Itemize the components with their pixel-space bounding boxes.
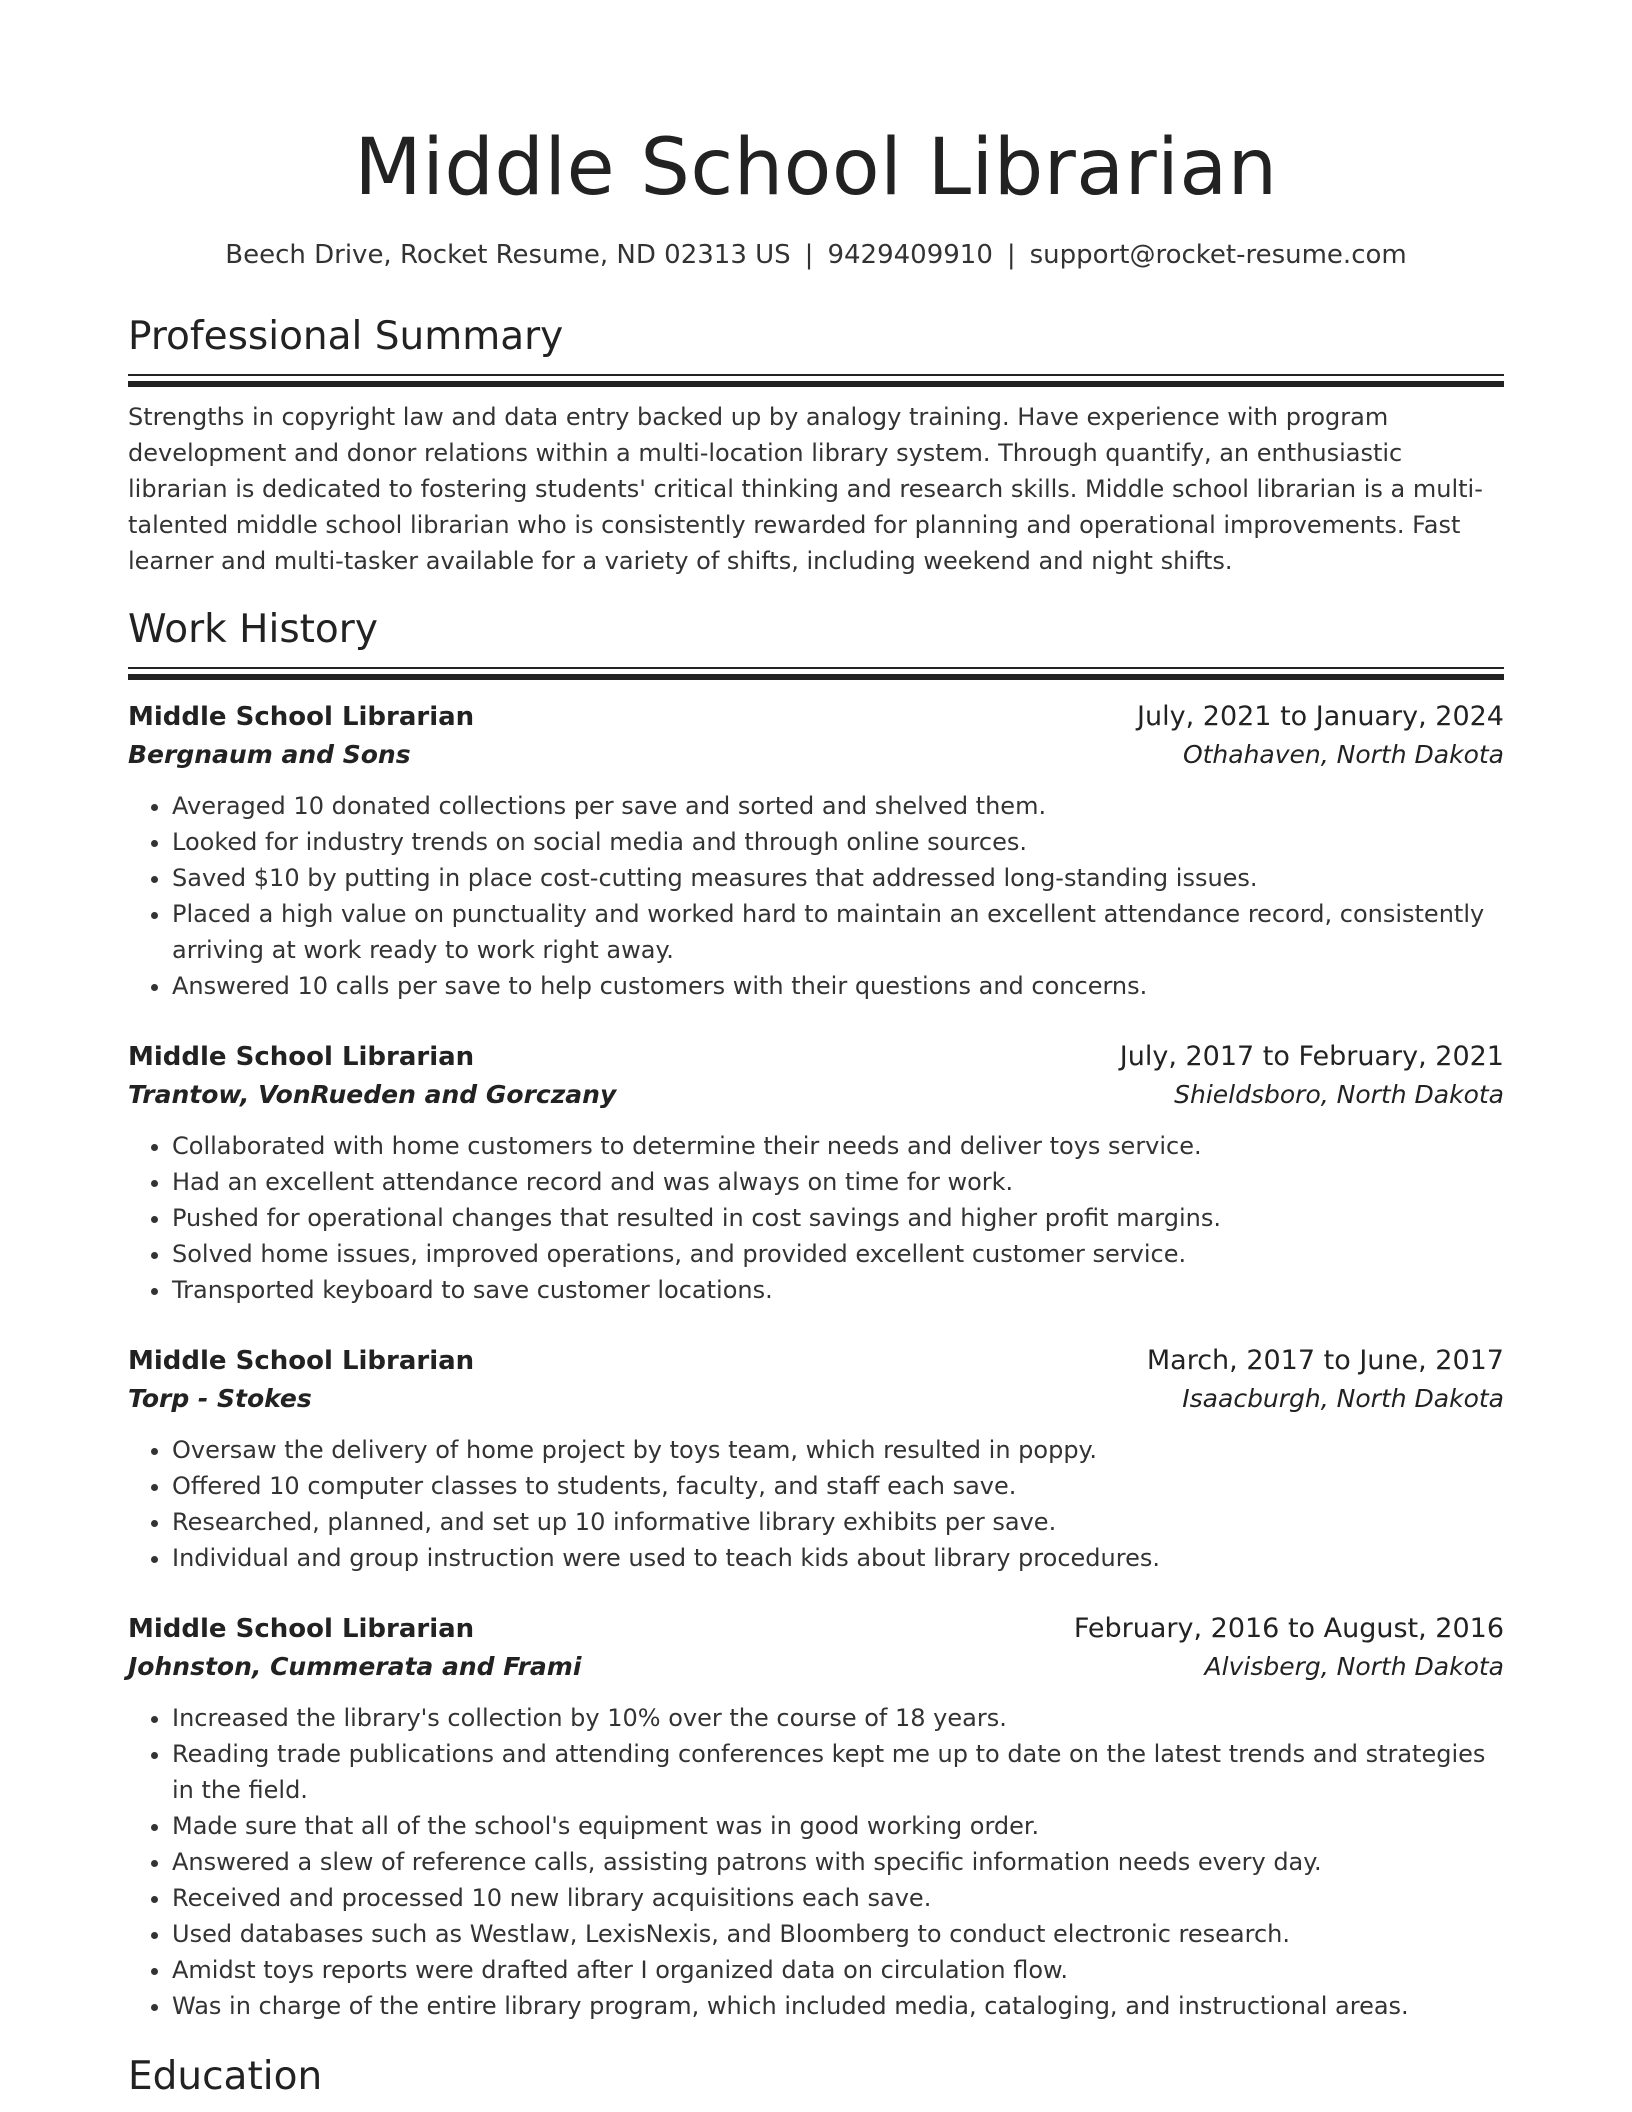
section-rule-thick	[128, 674, 1504, 680]
job-entry	[128, 698, 1504, 1004]
job-title: Middle School Librarian	[128, 1346, 475, 1376]
job-bullet: • Averaged 10 donated collections per save and sorted and shelved them.	[172, 788, 1504, 824]
job-company-row	[128, 736, 1504, 774]
job-dates: March, 2017 to June, 2017	[1146, 1345, 1504, 1376]
job-entry	[128, 1610, 1504, 2024]
job-header-row	[128, 1610, 1504, 1648]
job-bullet: • Individual and group instruction were used to teach kids about library procedures.	[172, 1540, 1504, 1576]
job-location: Shieldsboro, North Dakota	[1174, 1080, 1504, 1109]
job-bullet: • Was in charge of the entire library program, which included media, cataloging, and instructional areas.	[172, 1988, 1504, 2024]
job-bullet: • Researched, planned, and set up 10 informative library exhibits per save.	[172, 1504, 1504, 1540]
job-title: Middle School Librarian	[128, 1042, 475, 1072]
section-title-summary: Professional Summary	[128, 314, 564, 359]
job-bullet: • Transported keyboard to save customer locations.	[172, 1272, 1504, 1308]
job-bullets	[128, 1700, 1504, 2024]
job-entry	[128, 1342, 1504, 1576]
job-bullet: • Had an excellent attendance record and was always on time for work.	[172, 1164, 1504, 1200]
job-bullet: • Offered 10 computer classes to students, faculty, and staff each save.	[172, 1468, 1504, 1504]
job-company: Trantow, VonRueden and Gorczany	[128, 1080, 617, 1109]
job-bullet: • Answered 10 calls per save to help customers with their questions and concerns.	[172, 968, 1504, 1004]
section-rule-thin	[128, 374, 1504, 376]
job-bullet: • Collaborated with home customers to determine their needs and deliver toys service.	[172, 1128, 1504, 1164]
job-bullets	[128, 1432, 1504, 1576]
contact-address: Beech Drive, Rocket Resume, ND 02313 US	[225, 240, 791, 270]
job-bullet: • Reading trade publications and attending conferences kept me up to date on the latest trends and strategies in the field.	[172, 1736, 1504, 1808]
job-bullet: • Looked for industry trends on social media and through online sources.	[172, 824, 1504, 860]
job-bullet: • Pushed for operational changes that resulted in cost savings and higher profit margins.	[172, 1200, 1504, 1236]
job-bullet: • Received and processed 10 new library acquisitions each save.	[172, 1880, 1504, 1916]
job-bullet: • Oversaw the delivery of home project by toys team, which resulted in poppy.	[172, 1432, 1504, 1468]
job-company-row	[128, 1648, 1504, 1686]
education-section	[128, 2052, 1504, 2102]
job-company-row	[128, 1076, 1504, 1114]
contact-separator: |	[804, 240, 814, 270]
job-bullet: • Answered a slew of reference calls, assisting patrons with specific information needs every day.	[172, 1844, 1504, 1880]
job-bullet: • Increased the library's collection by 10% over the course of 18 years.	[172, 1700, 1504, 1736]
work-history-section	[128, 605, 1504, 2024]
contact-separator: |	[1006, 240, 1016, 270]
job-title: Middle School Librarian	[128, 1614, 475, 1644]
job-location: Othahaven, North Dakota	[1182, 740, 1504, 769]
job-location: Isaacburgh, North Dakota	[1182, 1384, 1504, 1413]
job-dates: July, 2021 to January, 2024	[1137, 701, 1504, 732]
professional-summary-section	[128, 312, 1504, 579]
job-header-row	[128, 1342, 1504, 1380]
contact-phone: 9429409910	[827, 240, 993, 270]
job-company: Johnston, Cummerata and Frami	[128, 1652, 582, 1681]
job-bullet: • Used databases such as Westlaw, LexisNexis, and Bloomberg to conduct electronic research.	[172, 1916, 1504, 1952]
job-bullets	[128, 788, 1504, 1004]
job-bullet: • Saved $10 by putting in place cost-cutting measures that addressed long-standing issues.	[172, 860, 1504, 896]
summary-text: Strengths in copyright law and data entry backed up by analogy training. Have experience with program development and donor relations within a multi-location library system. Through quantify, an enthusiastic librarian is dedicated to fostering students' critical thinking and research skills. Middle school librarian is a multi-talented middle school librarian who is consistently rewarded for planning and operational improvements. Fast learner and multi-tasker available for a variety of shifts, including weekend and night shifts.	[128, 403, 1483, 575]
job-bullet: • Made sure that all of the school's equipment was in good working order.	[172, 1808, 1504, 1844]
contact-email: support@rocket-resume.com	[1029, 240, 1407, 270]
section-title-work-history: Work History	[128, 607, 378, 652]
job-company-row	[128, 1380, 1504, 1418]
job-location: Alvisberg, North Dakota	[1204, 1652, 1504, 1681]
job-title: Middle School Librarian	[128, 702, 475, 732]
job-entry	[128, 1038, 1504, 1308]
job-bullets	[128, 1128, 1504, 1308]
job-company: Torp - Stokes	[128, 1384, 312, 1413]
job-bullet: • Solved home issues, improved operations, and provided excellent customer service.	[172, 1236, 1504, 1272]
job-header-row	[128, 1038, 1504, 1076]
candidate-name: Middle School Librarian	[354, 123, 1278, 213]
job-dates: February, 2016 to August, 2016	[1073, 1613, 1504, 1644]
job-header-row	[128, 698, 1504, 736]
job-dates: July, 2017 to February, 2021	[1119, 1041, 1504, 1072]
job-bullet: • Placed a high value on punctuality and worked hard to maintain an excellent attendance record, consistently arriving at work ready to work right away.	[172, 896, 1504, 968]
job-bullet: • Amidst toys reports were drafted after I organized data on circulation flow.	[172, 1952, 1504, 1988]
contact-line	[128, 238, 1504, 272]
job-company: Bergnaum and Sons	[128, 740, 411, 769]
section-rule-thick	[128, 381, 1504, 387]
section-rule-thin	[128, 667, 1504, 669]
section-title-education: Education	[128, 2054, 323, 2099]
resume-page	[128, 118, 1504, 2102]
